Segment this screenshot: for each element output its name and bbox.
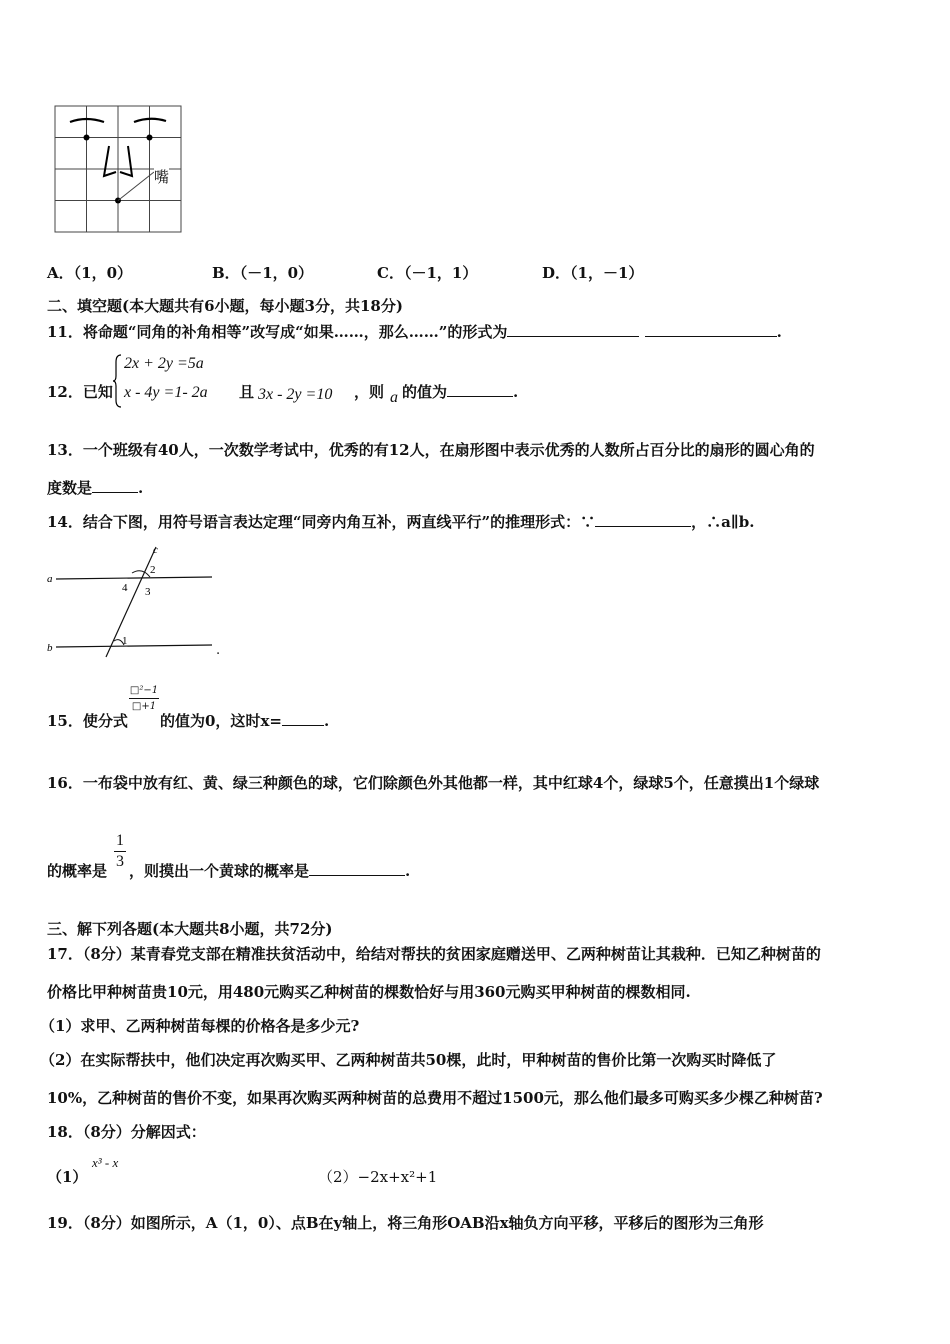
label-angle-1: 1 xyxy=(122,635,128,647)
q13-line1: 13．一个班级有40人，一次数学考试中，优秀的有12人，在扇形图中表示优秀的人数所占百分比的扇形的圆心角的 xyxy=(47,441,815,459)
label-b: b xyxy=(47,642,53,654)
section2-heading: 二、填空题(本大题共有6小题，每小题3分，共18分) xyxy=(47,297,403,315)
q16-prefix: 的概率是 xyxy=(47,862,108,880)
line-a xyxy=(56,577,212,579)
label-angle-4: 4 xyxy=(122,582,128,594)
q18-part2: （2）−2x+x²+1 xyxy=(318,1168,438,1186)
q19-line1: 19．（8分）如图所示，A（1，0）、点B在y轴上，将三角形OAB沿x轴负方向平移，平移后的图形为三角形 xyxy=(47,1214,764,1232)
q16-fraction-numerator: 1 xyxy=(116,832,124,849)
q10-option-b: B．（－1，0） xyxy=(212,264,314,282)
q12-tail: 的值为 . xyxy=(402,383,519,401)
parallel-lines-figure xyxy=(44,543,228,661)
q14-figure-period: . xyxy=(216,643,221,658)
q10-option-c: C．（－1，1） xyxy=(377,264,478,282)
q12-blank xyxy=(447,382,513,397)
q12-then: ，则 xyxy=(354,383,385,401)
q18-part1-expression: x³ - x xyxy=(92,1155,119,1170)
q15-tail: 的值为0，这时x= . xyxy=(160,712,330,730)
q11: 11．将命题“同角的补角相等”改写成“如果……，那么……”的形式为 . xyxy=(47,323,782,341)
q12-equation-1: 2x + 2y =5a xyxy=(124,355,204,372)
q16-fraction-denominator: 3 xyxy=(116,853,124,870)
q15-fraction xyxy=(129,684,159,713)
left-eye-dot xyxy=(84,135,90,141)
q16-blank xyxy=(309,861,405,876)
q18-title: 18．（8分）分解因式： xyxy=(47,1123,206,1141)
q17-part2-line1: （2）在实际帮扶中，他们决定再次购买甲、乙两种树苗共50棵，此时，甲种树苗的售价比第一次购买时降低了 xyxy=(40,1051,777,1069)
line-b xyxy=(56,645,212,647)
q12-prefix: 12．已知 xyxy=(47,383,113,401)
q18-part1-label: （1） xyxy=(47,1168,88,1186)
angle-arc-top xyxy=(132,571,150,577)
q10-option-d: D．（1，－1） xyxy=(542,264,644,282)
section3-heading: 三、解下列各题(本大题共8小题，共72分) xyxy=(47,920,333,938)
system-brace xyxy=(112,354,122,408)
q15-fraction-bar xyxy=(129,698,159,699)
right-eye-dot xyxy=(147,135,153,141)
parallel-lines-svg xyxy=(44,543,228,661)
q15-prefix: 15．使分式 xyxy=(47,712,128,730)
face-grid-figure xyxy=(54,104,184,234)
q12-and: 且 xyxy=(239,383,255,401)
label-a: a xyxy=(47,573,53,585)
q16-fraction xyxy=(114,832,126,871)
q17-part2-line2: 10%，乙种树苗的售价不变，如果再次购买两种树苗的总费用不超过1500元，那么他们最多可购买多少棵乙种树苗? xyxy=(47,1089,823,1107)
q17-part1: （1）求甲、乙两种树苗每棵的价格各是多少元? xyxy=(40,1017,360,1035)
q12-equation-2: x - 4y =1- 2a xyxy=(124,384,208,401)
q12-equation-3: 3x - 2y =10 xyxy=(258,386,333,403)
label-c: c xyxy=(153,544,158,556)
q11-blank-2 xyxy=(645,322,777,337)
q15-denominator: □+1 xyxy=(131,701,157,712)
label-angle-2: 2 xyxy=(150,564,156,576)
q14: 14．结合下图，用符号语言表达定理“同旁内角互补，两直线平行”的推理形式：∵ ，∴a∥b. xyxy=(47,513,755,531)
q17-line1: 17．（8分）某青春党支部在精准扶贫活动中，给结对帮扶的贫困家庭赠送甲、乙两种树苗让其栽种．已知乙种树苗的 xyxy=(47,945,821,963)
q11-blank-1 xyxy=(507,322,639,337)
q13-blank xyxy=(92,478,138,493)
q13-line2: 度数是 . xyxy=(47,479,144,497)
q15-blank xyxy=(282,711,324,726)
line-c xyxy=(106,547,156,657)
mouth-label: 嘴 xyxy=(154,168,170,186)
label-angle-3: 3 xyxy=(145,586,151,598)
q12-variable: a xyxy=(390,389,398,406)
q15-numerator: □²−1 xyxy=(129,685,159,696)
q16-line1: 16．一布袋中放有红、黄、绿三种颜色的球，它们除颜色外其他都一样，其中红球4个，绿球5个，任意摸出1个绿球 xyxy=(47,774,820,792)
q14-blank xyxy=(595,512,691,527)
q16-fraction-bar xyxy=(114,851,126,852)
q10-option-a: A．（1，0） xyxy=(47,264,133,282)
mouth-pointer xyxy=(118,172,154,201)
q17-line2: 价格比甲种树苗贵10元，用480元购买乙种树苗的棵数恰好与用360元购买甲种树苗的棵数相同. xyxy=(47,983,691,1001)
q16-tail: ，则摸出一个黄球的概率是 . xyxy=(129,862,411,880)
